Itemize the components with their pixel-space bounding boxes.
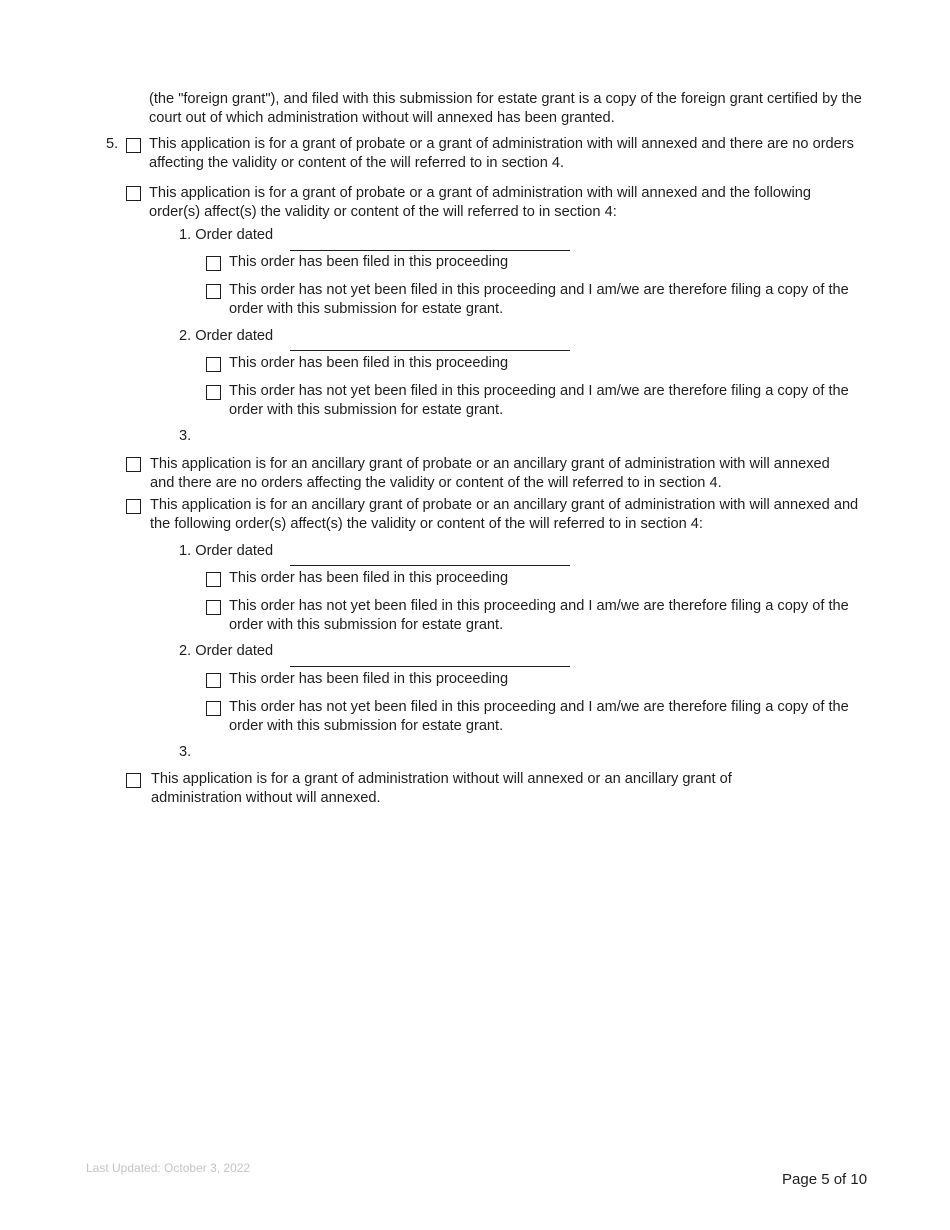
probate-order-2-filed-label: This order has been filed in this proceeding [229, 355, 509, 371]
ancillary-order-2-filed-label: This order has been filed in this proceeding [229, 671, 509, 687]
probate-order-3-label: 3. [179, 428, 192, 444]
ancillary-order-3-label: 3. [179, 744, 192, 760]
ancillary-with-orders-label: This application is for an ancillary grant of probate or an ancillary grant of administration with will annexed and the following order(s) affect(s) the validity or content of the will referred to in section 4: [150, 497, 859, 532]
probate-order-2-not-filed-checkbox[interactable] [206, 385, 221, 400]
last-updated: Last Updated: October 3, 2022 [86, 1161, 251, 1175]
ancillary-order-2-filed-checkbox[interactable] [206, 673, 221, 688]
ancillary-order-1-date-field[interactable] [290, 565, 570, 566]
probate-no-orders-label: This application is for a grant of probate or a grant of administration with will annexed and there are no orders affecting the validity or content of the will referred to in section 4. [149, 136, 854, 171]
ancillary-order-2-date-field[interactable] [290, 666, 570, 667]
probate-order-2-not-filed-label: This order has not yet been filed in this proceeding and I am/we are therefore filing a copy of the order with this submission for estate grant. [229, 383, 849, 418]
ancillary-order-1-filed-checkbox[interactable] [206, 572, 221, 587]
intro-paragraph: (the "foreign grant"), and filed with this submission for estate grant is a copy of the foreign grant certified by the court out of which administration without will annexed has been granted. [149, 91, 862, 126]
probate-order-2-filed-checkbox[interactable] [206, 357, 221, 372]
probate-order-2-date-field[interactable] [290, 350, 570, 351]
probate-order-1-label: 1. Order dated [179, 227, 274, 243]
ancillary-order-2-label: 2. Order dated [179, 643, 274, 659]
probate-order-1-filed-checkbox[interactable] [206, 256, 221, 271]
ancillary-order-2-not-filed-checkbox[interactable] [206, 701, 221, 716]
probate-order-2-label: 2. Order dated [179, 328, 274, 344]
section-number: 5. [106, 136, 119, 152]
admin-without-will-label: This application is for a grant of administration without will annexed or an ancillary grant of administration without will annexed. [151, 771, 732, 806]
ancillary-order-1-not-filed-checkbox[interactable] [206, 600, 221, 615]
ancillary-no-orders-label: This application is for an ancillary grant of probate or an ancillary grant of administration with will annexed and there are no orders affecting the validity or content of the will referred to in section 4. [150, 456, 830, 491]
ancillary-order-1-not-filed-label: This order has not yet been filed in this proceeding and I am/we are therefore filing a copy of the order with this submission for estate grant. [229, 598, 849, 633]
probate-no-orders-checkbox[interactable] [126, 138, 141, 153]
probate-order-1-not-filed-label: This order has not yet been filed in this proceeding and I am/we are therefore filing a copy of the order with this submission for estate grant. [229, 282, 849, 317]
ancillary-order-2-not-filed-label: This order has not yet been filed in this proceeding and I am/we are therefore filing a copy of the order with this submission for estate grant. [229, 699, 849, 734]
ancillary-order-1-label: 1. Order dated [179, 543, 274, 559]
probate-order-1-date-field[interactable] [290, 250, 570, 251]
probate-with-orders-label: This application is for a grant of probate or a grant of administration with will annexed and the following order(s) affect(s) the validity or content of the will referred to in section 4: [149, 185, 811, 220]
page-number: Page 5 of 10 [782, 1171, 868, 1188]
ancillary-no-orders-checkbox[interactable] [126, 457, 141, 472]
probate-with-orders-checkbox[interactable] [126, 186, 141, 201]
ancillary-with-orders-checkbox[interactable] [126, 499, 141, 514]
ancillary-order-1-filed-label: This order has been filed in this proceeding [229, 570, 509, 586]
probate-order-1-filed-label: This order has been filed in this proceeding [229, 254, 509, 270]
admin-without-will-checkbox[interactable] [126, 773, 141, 788]
probate-order-1-not-filed-checkbox[interactable] [206, 284, 221, 299]
